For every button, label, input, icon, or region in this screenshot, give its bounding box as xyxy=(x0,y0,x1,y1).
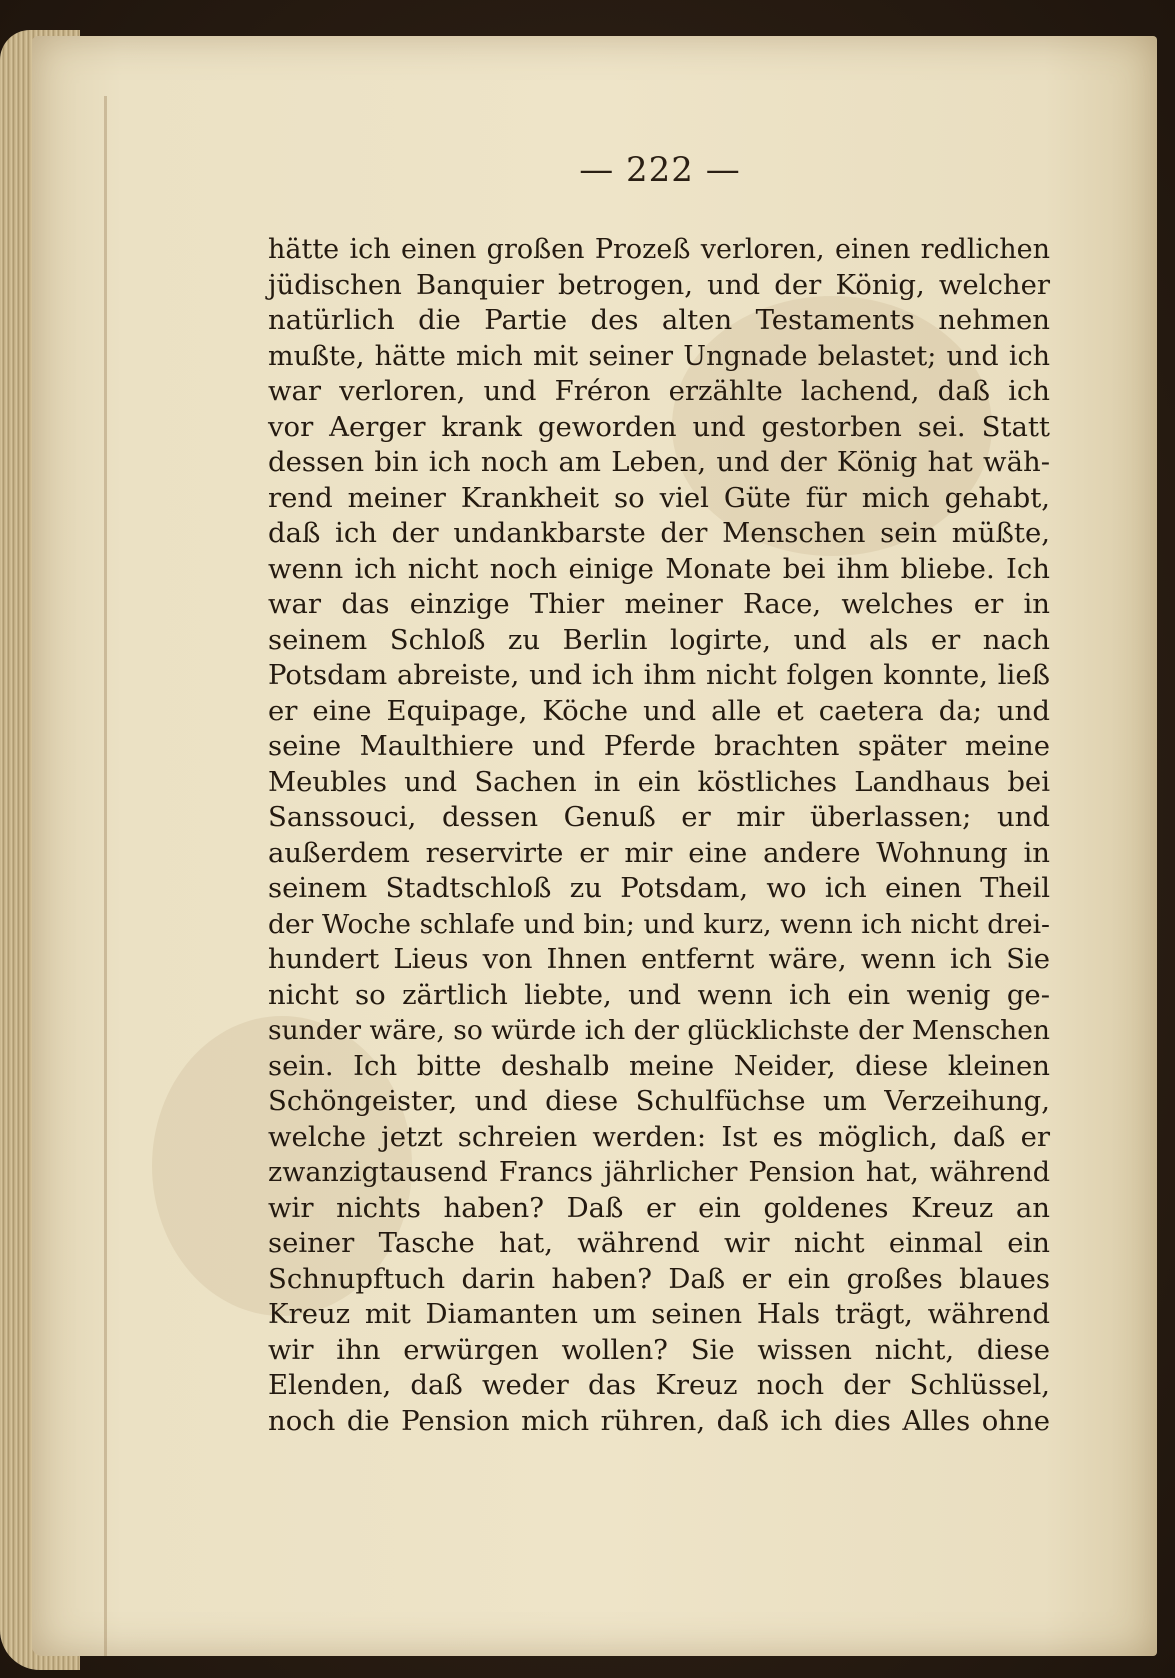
text-line: Elenden, daß weder das Kreuz noch der Schlüssel, xyxy=(268,1369,1050,1401)
text-line: war das einzige Thier meiner Race, welches er in xyxy=(268,588,1050,620)
text-line: hätte ich einen großen Prozeß verloren, einen redlichen xyxy=(268,234,1050,265)
text-line: nicht so zärtlich liebte, und wenn ich ein wenig ge- xyxy=(268,978,1050,1011)
text-line: vor Aerger krank geworden und gestorben sei. Statt xyxy=(268,410,1050,443)
text-line: Potsdam abreiste, und ich ihm nicht folgen konnte, ließ xyxy=(268,659,1050,691)
text-line: seinem Schloß zu Berlin logirte, und als er nach xyxy=(268,623,1050,656)
text-line: welche jetzt schreien werden: Ist es möglich, daß er xyxy=(268,1120,1050,1153)
body-text xyxy=(268,232,1050,1439)
text-line: wenn ich nicht noch einige Monate bei ihm bliebe. Ich xyxy=(268,552,1050,585)
text-line: mußte, hätte mich mit seiner Ungnade belastet; und ich xyxy=(268,340,1050,372)
text-line: zwanzigtausend Francs jährlicher Pension hat, während xyxy=(268,1157,1050,1188)
text-line: natürlich die Partie des alten Testaments nehmen xyxy=(268,304,1050,336)
text-line: er eine Equipage, Köche und alle et caetera da; und xyxy=(268,694,1050,727)
text-line: wir ihn erwürgen wollen? Sie wissen nicht, diese xyxy=(268,1333,1050,1366)
text-line: sein. Ich bitte deshalb meine Neider, diese kleinen xyxy=(268,1049,1050,1082)
text-line: seine Maulthiere und Pferde brachten später meine xyxy=(268,730,1050,762)
text-line: war verloren, und Fréron erzählte lachend, daß ich xyxy=(268,375,1050,407)
text-line: Schnupftuch darin haben? Daß er ein großes blaues xyxy=(268,1262,1050,1295)
page-gutter-line xyxy=(104,96,107,1656)
text-line: sunder wäre, so würde ich der glücklichste der Menschen xyxy=(268,1015,1050,1046)
text-line: rend meiner Krankheit so viel Güte für mich gehabt, xyxy=(268,481,1050,514)
text-line: daß ich der undankbarste der Menschen sein müßte, xyxy=(268,517,1050,549)
text-line: dessen bin ich noch am Leben, und der König hat wäh- xyxy=(268,446,1050,478)
page-number: — 222 — xyxy=(579,150,741,190)
text-line: wir nichts haben? Daß er ein goldenes Kreuz an xyxy=(268,1191,1050,1224)
text-line: seinem Stadtschloß zu Potsdam, wo ich einen Theil xyxy=(268,872,1050,904)
text-line: Meubles und Sachen in ein köstliches Landhaus bei xyxy=(268,765,1050,798)
text-line: der Woche schlafe und bin; und kurz, wenn ich nicht drei- xyxy=(268,908,1050,940)
text-line: Schöngeister, und diese Schulfüchse um Verzeihung, xyxy=(268,1085,1050,1117)
text-line: Kreuz mit Diamanten um seinen Hals trägt, während xyxy=(268,1298,1050,1330)
text-line: jüdischen Banquier betrogen, und der König, welcher xyxy=(268,268,1050,301)
text-line: außerdem reservirte er mir eine andere Wohnung in xyxy=(268,836,1050,869)
text-line: seiner Tasche hat, während wir nicht einmal ein xyxy=(268,1227,1050,1259)
text-line: noch die Pension mich rühren, daß ich dies Alles ohne xyxy=(268,1404,1050,1437)
text-line: hundert Lieus von Ihnen entfernt wäre, wenn ich Sie xyxy=(268,943,1050,975)
text-line: Sanssouci, dessen Genuß er mir überlassen; und xyxy=(268,801,1050,833)
